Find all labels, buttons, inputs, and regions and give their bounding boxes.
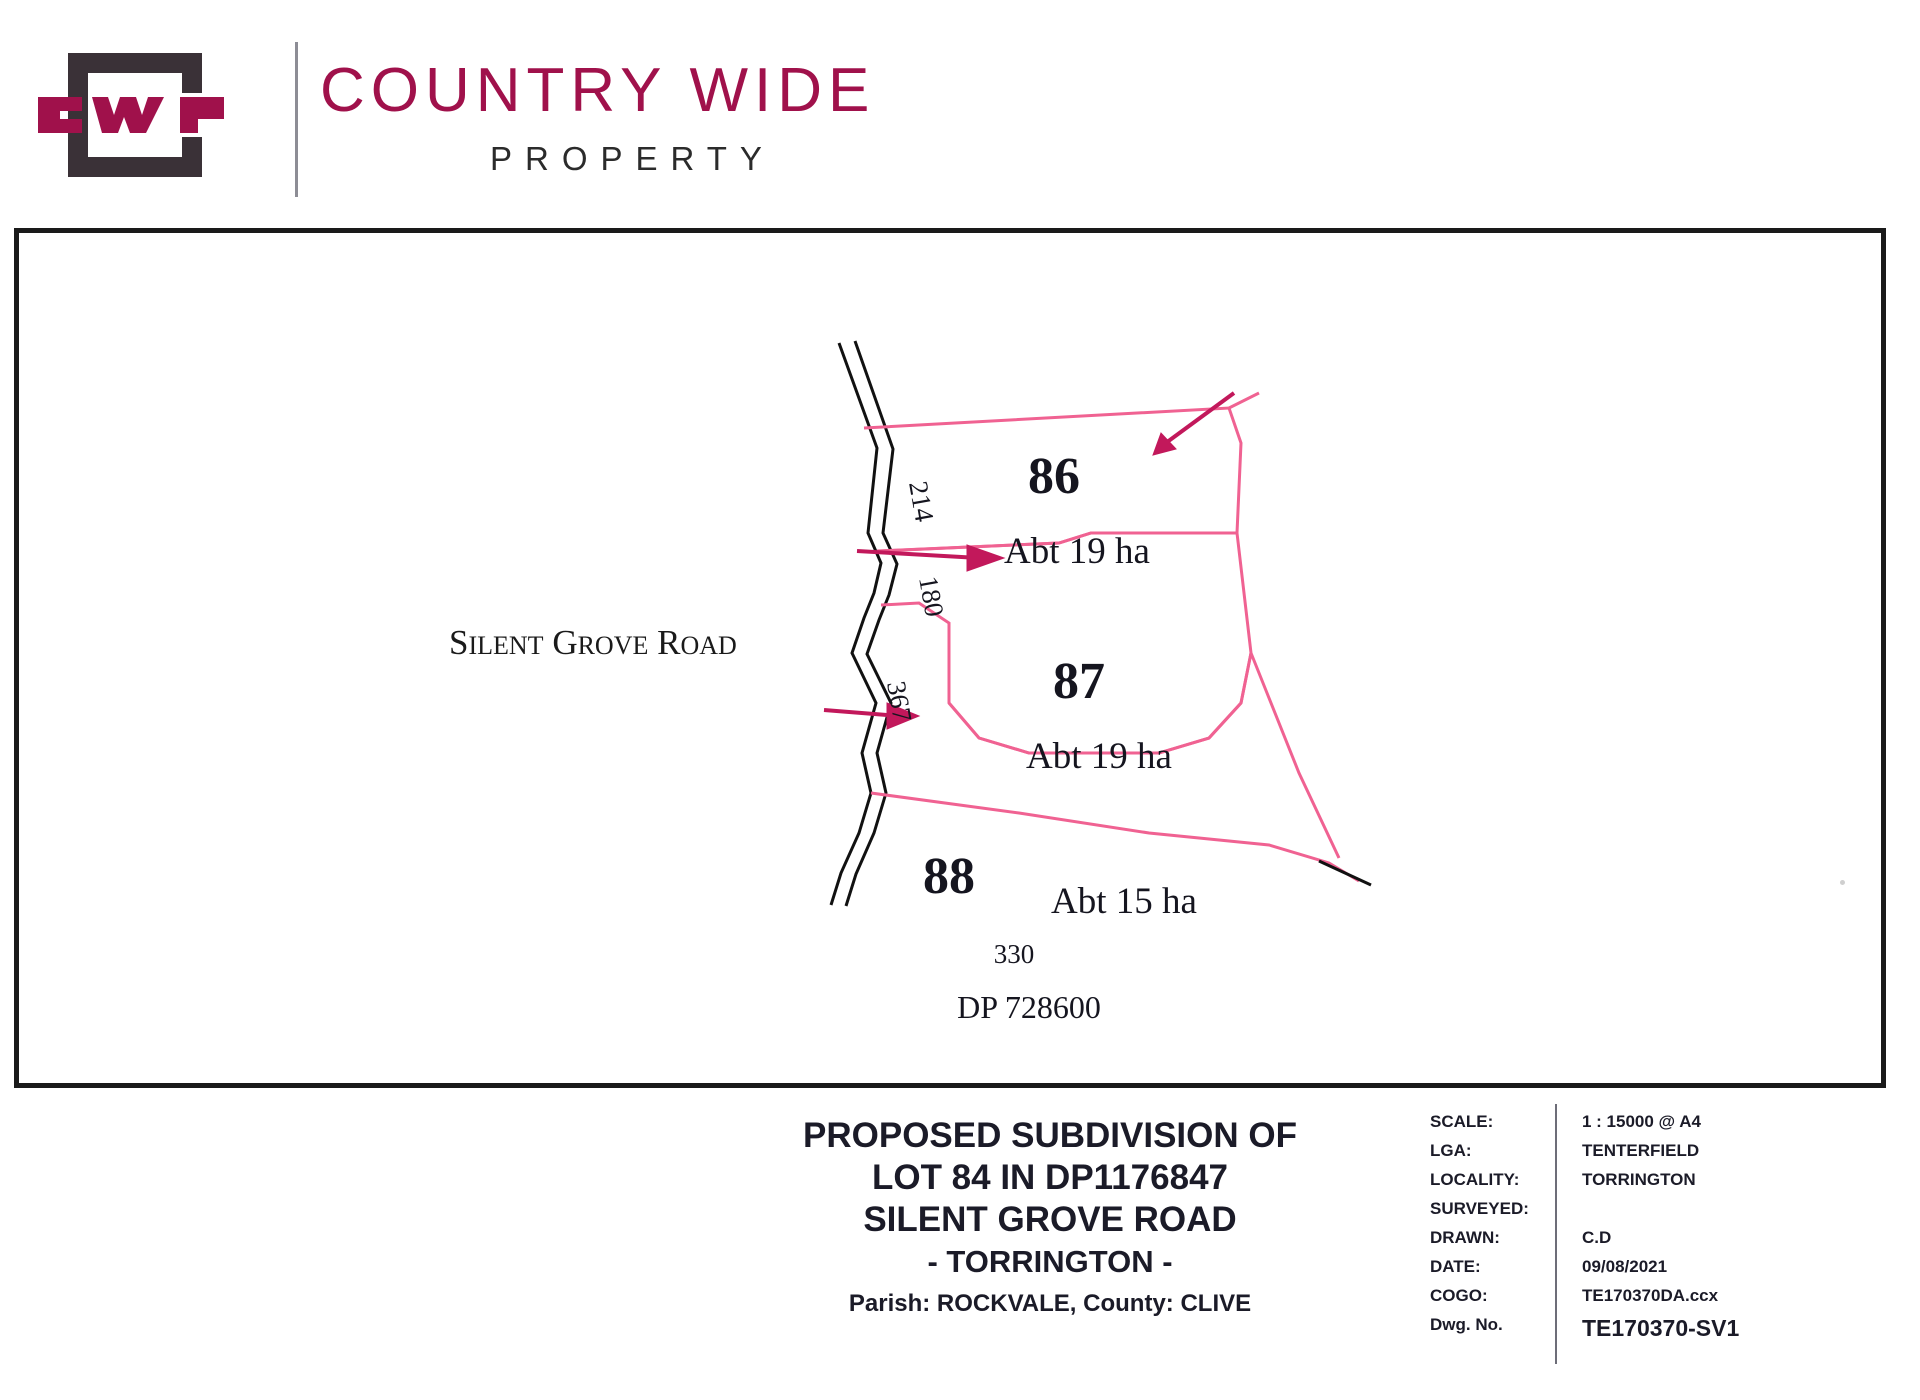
plan-drawing bbox=[19, 233, 1881, 1083]
brand-name-primary: COUNTRY WIDE bbox=[320, 56, 876, 125]
frontage-180: 180 bbox=[913, 573, 950, 619]
metadata-key: DRAWN: bbox=[1430, 1228, 1500, 1247]
page-header bbox=[0, 0, 1920, 210]
metadata-value: TORRINGTON bbox=[1582, 1170, 1696, 1189]
lot-boundaries bbox=[864, 393, 1359, 881]
road-name-text: SILENT GROVE ROAD bbox=[449, 623, 737, 662]
metadata-row-locality bbox=[1430, 1170, 1850, 1199]
road-tail bbox=[1319, 861, 1371, 885]
plan-title bbox=[740, 1115, 1360, 1323]
metadata-key: SURVEYED: bbox=[1430, 1199, 1529, 1218]
title-block bbox=[0, 1090, 1920, 1400]
lot-88-area-text: Abt 15 ha bbox=[1051, 881, 1197, 922]
plan-title-line5: Parish: ROCKVALE, County: CLIVE bbox=[848, 1290, 1252, 1317]
existing-plan-label: DP 728600 bbox=[957, 989, 1101, 1025]
metadata-key: Dwg. No. bbox=[1430, 1315, 1503, 1334]
plan-title-line4: - TORRINGTON - bbox=[927, 1244, 1173, 1279]
metadata-value: 09/08/2021 bbox=[1582, 1257, 1668, 1276]
scan-speck bbox=[1840, 880, 1845, 885]
metadata-row-cogo bbox=[1430, 1286, 1850, 1315]
lot-87-number: 87 bbox=[1053, 653, 1105, 710]
metadata-row-lga bbox=[1430, 1141, 1850, 1170]
metadata-value: TE170370-SV1 bbox=[1582, 1315, 1740, 1341]
metadata-key: LGA: bbox=[1430, 1141, 1472, 1160]
metadata-value: 1 : 15000 @ A4 bbox=[1582, 1112, 1701, 1131]
plan-title-line1: PROPOSED SUBDIVISION OF bbox=[803, 1116, 1297, 1155]
lot-88-number: 88 bbox=[923, 848, 975, 905]
lot-87-area-text: Abt 19 ha bbox=[1026, 736, 1172, 777]
cwp-logo-icon bbox=[30, 45, 240, 185]
metadata-key: SCALE: bbox=[1430, 1112, 1494, 1131]
lot-86-number: 86 bbox=[1028, 448, 1080, 505]
plan-title-line2: LOT 84 IN DP1176847 bbox=[871, 1158, 1229, 1197]
metadata-key: DATE: bbox=[1430, 1257, 1481, 1276]
metadata-value: TENTERFIELD bbox=[1582, 1141, 1700, 1160]
metadata-row-surveyed bbox=[1430, 1199, 1850, 1228]
metadata-row-drawing-number bbox=[1430, 1315, 1850, 1344]
metadata-row-drawn bbox=[1430, 1228, 1850, 1257]
frontage-330: 330 bbox=[993, 939, 1035, 969]
metadata-row-scale bbox=[1430, 1112, 1850, 1141]
metadata-row-date bbox=[1430, 1257, 1850, 1286]
metadata-value: C.D bbox=[1582, 1228, 1612, 1247]
frontage-367: 367 bbox=[881, 678, 918, 724]
brand-name-secondary: PROPERTY bbox=[490, 140, 775, 177]
lot-86-area-text: Abt 19 ha bbox=[1004, 531, 1150, 572]
metadata-key: LOCALITY: bbox=[1430, 1170, 1520, 1189]
plan-title-line3: SILENT GROVE ROAD bbox=[863, 1200, 1237, 1239]
metadata-key: COGO: bbox=[1430, 1286, 1488, 1305]
logo-divider bbox=[295, 42, 298, 197]
frontage-214: 214 bbox=[903, 478, 940, 524]
metadata-table bbox=[1430, 1112, 1850, 1344]
subdivision-plan-frame bbox=[14, 228, 1886, 1088]
metadata-value: TE170370DA.ccx bbox=[1582, 1286, 1719, 1305]
